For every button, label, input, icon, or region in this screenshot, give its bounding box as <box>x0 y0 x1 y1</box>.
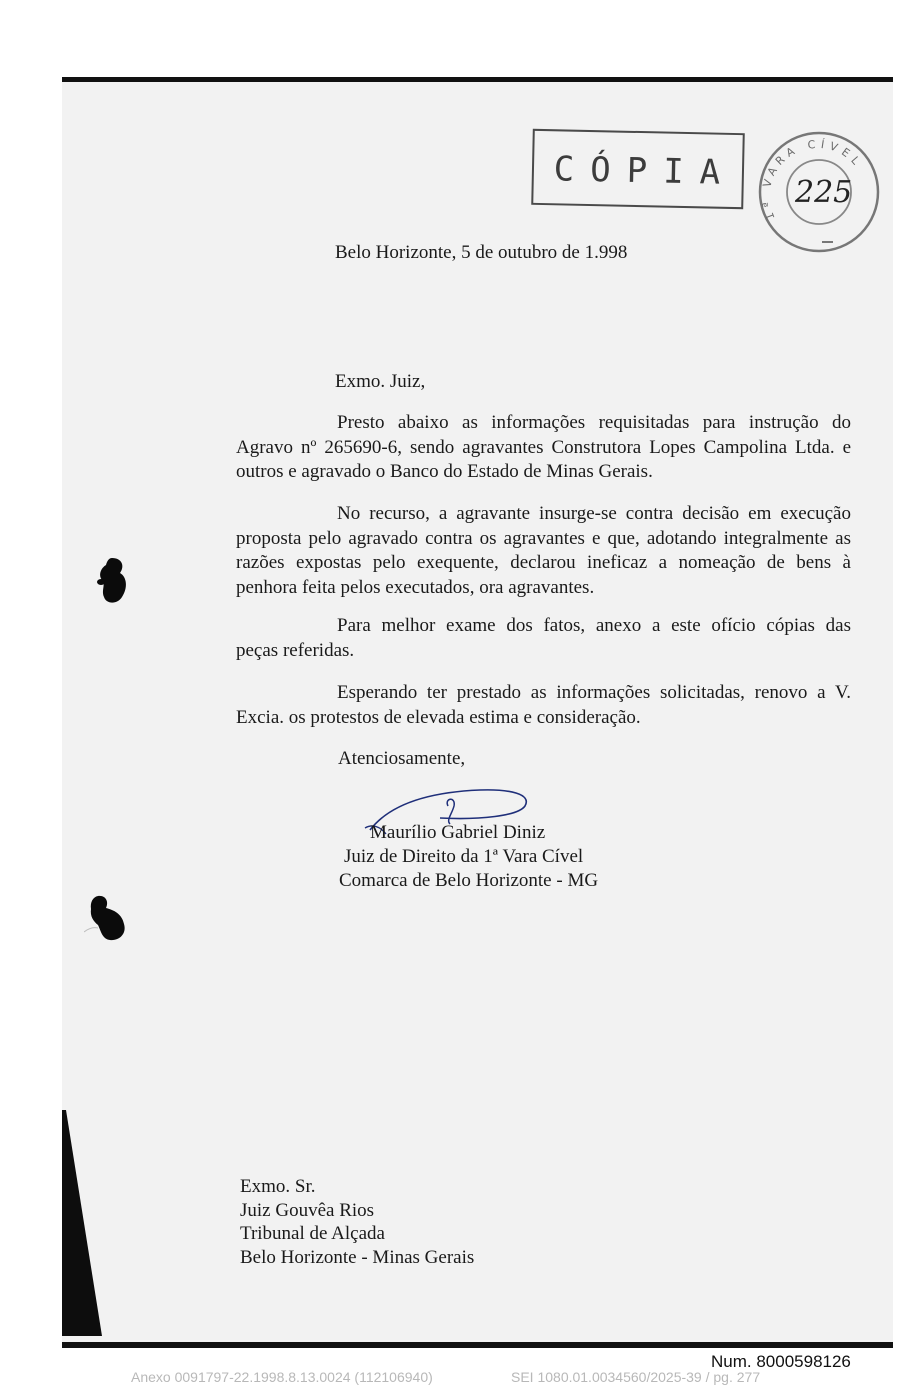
addressee-line: Exmo. Sr. <box>240 1176 316 1197</box>
copy-stamp-text: CÓPIA <box>553 149 737 194</box>
sei-reference: SEI 1080.01.0034560/2025-39 / pg. 277 <box>511 1369 761 1385</box>
punch-hole-top <box>96 556 130 606</box>
signer-district: Comarca de Belo Horizonte - MG <box>339 870 599 891</box>
addressee-line: Juiz Gouvêa Rios <box>240 1200 375 1221</box>
paragraph-line: penhora feita pelos executados, ora agravantes. <box>236 576 595 598</box>
paragraph-line: razões expostas pelo exequente, declarou ineficaz a nomeação de bens à <box>236 552 851 573</box>
punch-hole-bottom <box>84 894 130 944</box>
document-number: Num. 8000598126 <box>711 1352 851 1371</box>
paragraph-2 <box>236 502 851 600</box>
paragraph-3 <box>236 614 851 663</box>
scan-shadow-edge <box>62 1110 102 1336</box>
signer-name: Maurílio Gabriel Diniz <box>370 822 546 843</box>
paragraph-line: peças referidas. <box>236 639 355 661</box>
paragraph-line: Esperando ter prestado as informações solicitadas, renovo a V. <box>337 682 851 703</box>
paragraph-line: Agravo nº 265690-6, sendo agravantes Construtora Lopes Campolina Ltda. e <box>236 436 851 458</box>
paragraph-line: Presto abaixo as informações requisitadas para instrução do <box>337 412 851 433</box>
salutation: Exmo. Juiz, <box>335 371 426 392</box>
paragraph-line: outros e agravado o Banco do Estado de Minas Gerais. <box>236 461 653 482</box>
paragraph-1 <box>236 411 851 485</box>
addressee-line: Tribunal de Alçada <box>240 1223 385 1244</box>
paragraph-line: Para melhor exame dos fatos, anexo a este ofício cópias das <box>337 615 851 636</box>
court-seal-stamp <box>757 130 881 254</box>
annex-reference: Anexo 0091797-22.1998.8.13.0024 (112106940) <box>131 1369 433 1385</box>
addressee-line: Belo Horizonte - Minas Gerais <box>240 1247 475 1268</box>
handwritten-number: 225 <box>795 175 853 210</box>
paragraph-line: proposta pelo agravado contra os agravantes e que, adotando integralmente as <box>236 527 851 549</box>
place-date: Belo Horizonte, 5 de outubro de 1.998 <box>335 242 628 263</box>
paragraph-line: No recurso, a agravante insurge-se contra decisão em execução <box>337 503 851 524</box>
signer-title: Juiz de Direito da 1ª Vara Cível <box>344 846 584 867</box>
copy-stamp <box>531 129 745 209</box>
paragraph-line: Excia. os protestos de elevada estima e consideração. <box>236 706 641 728</box>
paragraph-4 <box>236 681 851 730</box>
seal-text: 1ª VARA CÍVEL <box>759 137 866 222</box>
closing: Atenciosamente, <box>338 748 466 769</box>
